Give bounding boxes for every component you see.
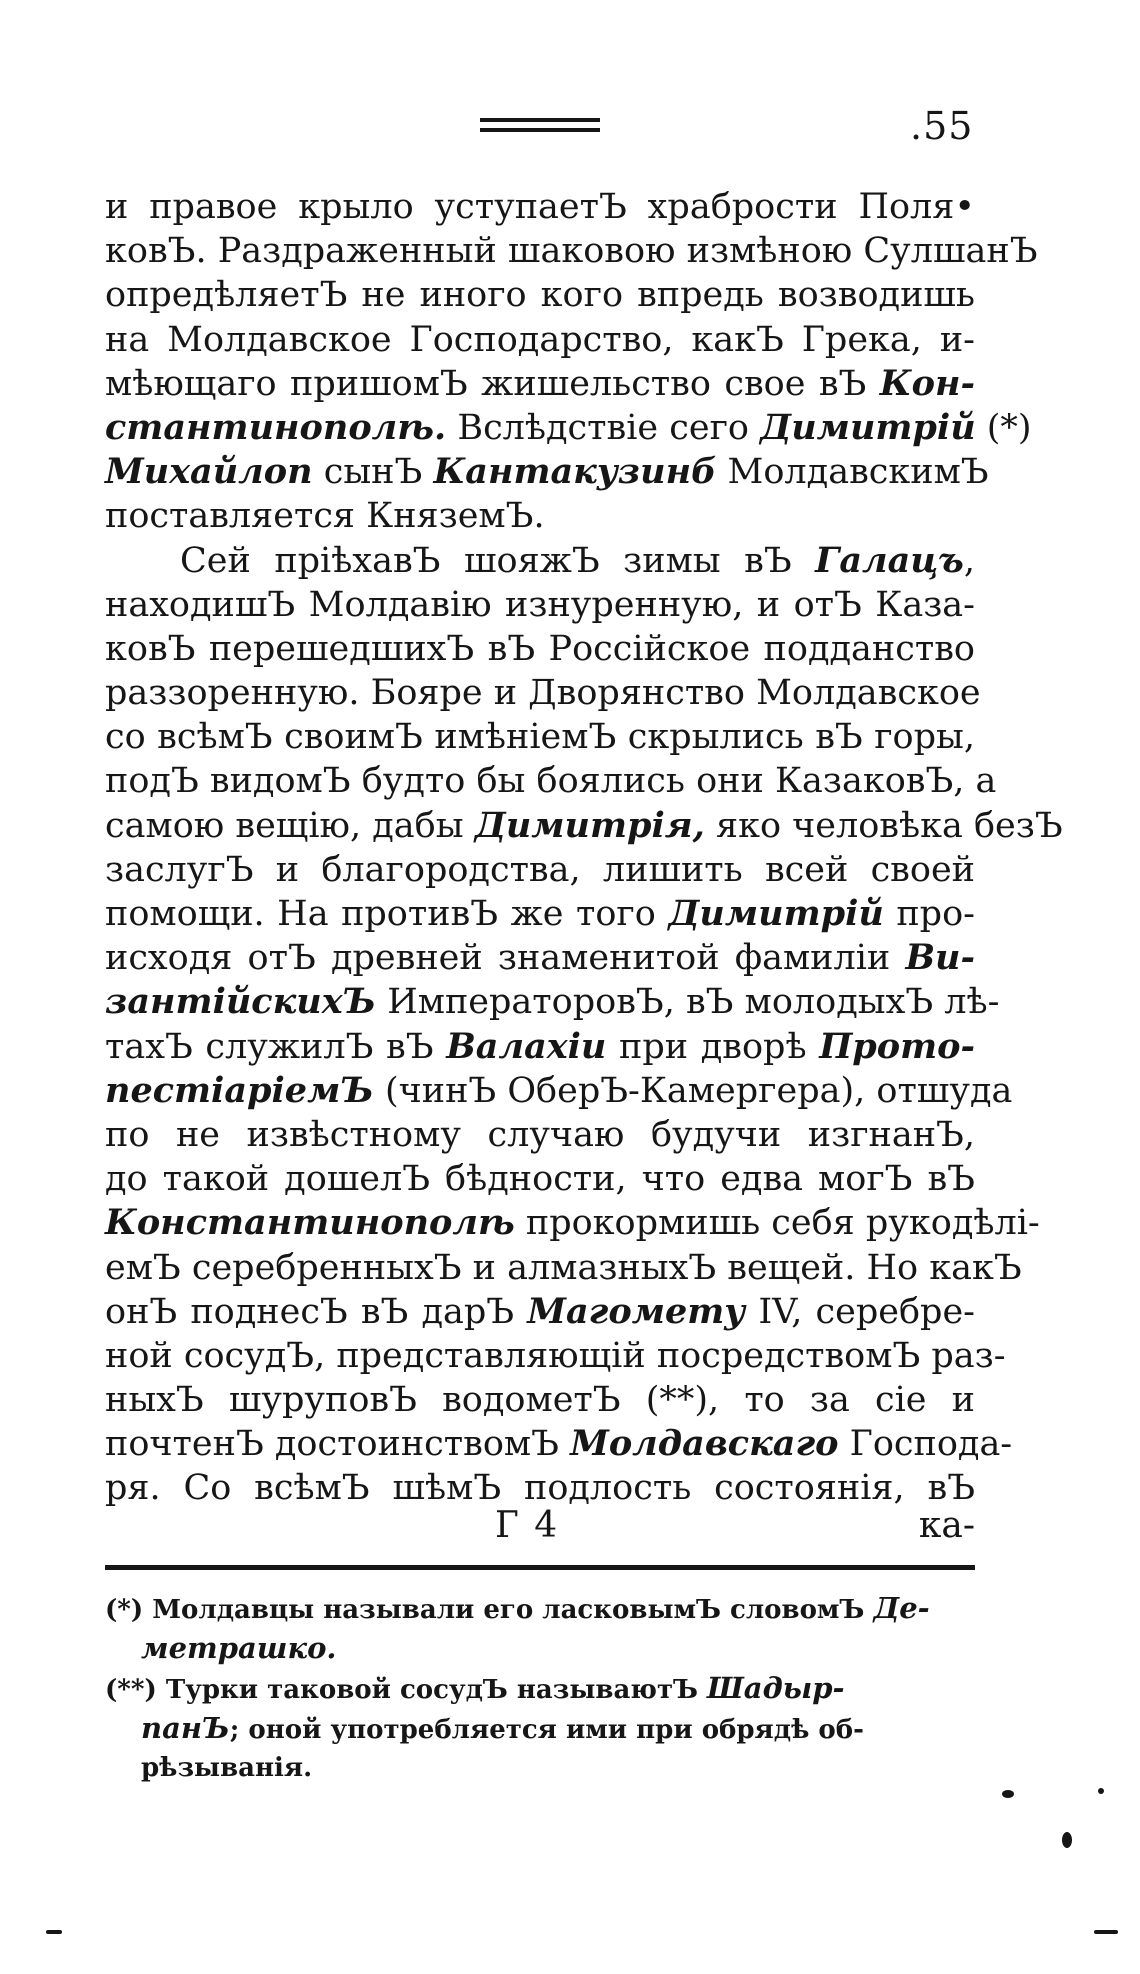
text-run: ковЪ. Раздраженный шаковою измѣною СулшанЪ (105, 231, 1038, 272)
footnote-line (105, 1588, 975, 1628)
text-run: ковЪ перешедшихЪ вЪ Россійское подданство (105, 628, 975, 669)
proper-name: Прото- (819, 1025, 975, 1067)
text-line (105, 1290, 975, 1334)
footnote-text: ; оной употребляется ими при обрядѣ об- (229, 1715, 864, 1745)
text-line (105, 715, 975, 759)
proper-name: стантинополѣ. (105, 406, 447, 448)
proper-name: Димитрій (668, 893, 884, 934)
text-line (105, 1069, 1013, 1113)
footnote-term: панЪ (141, 1711, 230, 1745)
text-run: ныхЪ шуруповЪ водометЪ (**), то за сіе и (105, 1380, 975, 1421)
text-run: ИмператоровЪ, вЪ молодыхЪ лѣ- (376, 982, 1000, 1023)
text-run: прокормишь себя рукодѣлі- (514, 1203, 1040, 1244)
footnote-text: Турки таковой сосудЪ называютЪ (156, 1675, 707, 1705)
proper-name: Валахіи (446, 1025, 607, 1067)
text-line (105, 273, 975, 317)
text-run: помощи. На противЪ же того (105, 894, 669, 934)
footnote-marker: (*) (105, 1595, 144, 1625)
text-run: ря. Со всѣмЪ шѣмЪ подлость состоянія, вЪ (105, 1468, 975, 1509)
proper-name: Молдавскаго (570, 1423, 839, 1465)
footnote-term: Шадыр- (707, 1671, 845, 1705)
catchword: ка- (918, 1505, 975, 1546)
footnote-text: Молдавцы называли его ласковымЪ словомЪ (143, 1595, 874, 1625)
text-run: мѣющаго пришомЪ жишельство свое вЪ (105, 363, 880, 404)
footnotes (105, 1588, 975, 1788)
footnote-line (105, 1708, 975, 1748)
text-run: Господа- (838, 1424, 1013, 1465)
text-run: исходя отЪ древней знаменитой фамиліи (105, 938, 906, 979)
footnote-line (105, 1628, 975, 1668)
footnote-rule (105, 1565, 975, 1570)
text-run: почтенЪ достоинствомЪ (105, 1424, 571, 1465)
text-line (105, 583, 975, 627)
text-run: при дворѣ (606, 1026, 820, 1067)
text-run: емЪ серебренныхЪ и алмазныхЪ вещей. Но какЪ (105, 1247, 1022, 1288)
text-line (105, 1378, 975, 1422)
text-run: яко человѣка безЪ (704, 805, 1063, 846)
footnote-marker: (**) (105, 1675, 157, 1705)
text-run: (чинЪ ОберЪ-Камергера), отшуда (373, 1070, 1013, 1111)
signature-row (105, 1505, 975, 1555)
text-run: по не извѣстному случаю будучи изгнанЪ, (105, 1114, 975, 1155)
scan-speck (1094, 1930, 1118, 1934)
proper-name: Галацъ (815, 539, 964, 581)
proper-name: Димитрій (760, 406, 976, 448)
scan-speck (46, 1930, 62, 1934)
text-run: Вслѣдствіе сего (446, 407, 761, 448)
text-run: про- (883, 894, 975, 934)
text-line (105, 450, 989, 494)
text-line (105, 406, 1032, 450)
scan-speck (1002, 1790, 1014, 1798)
text-line (105, 759, 997, 803)
text-line (105, 362, 975, 406)
footnote-line (105, 1668, 975, 1708)
text-run: онЪ поднесЪ вЪ дарЪ (105, 1291, 528, 1332)
text-line (105, 848, 975, 892)
text-run: сынЪ (312, 452, 434, 493)
text-run: самою вещію, дабы (105, 805, 475, 846)
text-line (105, 318, 975, 362)
text-line (105, 1334, 1006, 1378)
text-line (105, 1113, 975, 1157)
proper-name: пестіаріемЪ (105, 1069, 374, 1111)
footnote-text: рѣзыванія. (141, 1753, 313, 1783)
scan-speck (1062, 1832, 1072, 1848)
text-line (105, 1157, 975, 1201)
footnote-line (105, 1748, 975, 1788)
text-run: Сей пріѣхавЪ шояжЪ зимы вЪ (180, 540, 816, 581)
proper-name: Михайлоп (105, 451, 313, 493)
page-number: .55 (910, 104, 974, 148)
scan-speck (1098, 1788, 1104, 1794)
text-run: находишЪ Молдавію изнуренную, и отЪ Каза- (105, 584, 975, 625)
text-run: со всѣмЪ своимЪ имѣніемЪ скрылись вЪ горы, (105, 717, 975, 758)
header-double-rule (480, 118, 600, 132)
text-line (105, 494, 975, 538)
text-run: на Молдавское Господарство, какЪ Грека, и- (105, 319, 975, 360)
signature-mark: Г 4 (495, 1505, 560, 1546)
proper-name: зантійскихЪ (105, 981, 377, 1023)
proper-name: Кантакузинб (433, 451, 717, 493)
text-line (105, 229, 1038, 273)
text-run: поставляется КняземЪ. (105, 496, 545, 537)
text-line (105, 1466, 975, 1510)
text-run: , (963, 540, 975, 581)
text-run: ной сосудЪ, представляющій посредствомЪ раз- (105, 1335, 1006, 1376)
text-run: до такой дошелЪ бѣдности, что едва могЪ вЪ (105, 1159, 975, 1200)
proper-name: Ви- (905, 937, 975, 979)
footnote-term: метрашко. (141, 1631, 337, 1665)
text-run: и правое крыло уступаетЪ храбрости Поля• (105, 187, 975, 227)
text-line (105, 539, 975, 583)
body-text (105, 185, 1063, 1511)
text-run: МолдавскимЪ (716, 452, 989, 493)
text-line (105, 980, 1000, 1024)
proper-name: Кон- (879, 362, 975, 404)
text-line (105, 1422, 1013, 1466)
text-line (105, 1025, 975, 1069)
text-line (105, 1201, 1040, 1245)
text-run: тахЪ служилЪ вЪ (105, 1026, 447, 1067)
text-line (105, 185, 975, 229)
proper-name: Константинополѣ (105, 1202, 515, 1244)
proper-name: Димитрія, (474, 804, 705, 846)
text-run: (*) (975, 407, 1032, 448)
text-run: заслугЪ и благородства, лишить всей своей (105, 849, 975, 890)
text-line (105, 936, 975, 980)
proper-name: Магомету (527, 1290, 746, 1332)
text-run: раззоренную. Бояре и Дворянство Молдавское (105, 673, 981, 714)
text-line (105, 804, 1063, 848)
text-line (105, 892, 975, 936)
text-line (105, 627, 975, 671)
text-run: подЪ видомЪ будто бы боялись они КазаковЪ, а (105, 761, 997, 802)
text-run: IV, серебре- (745, 1291, 976, 1332)
text-line (105, 1246, 1022, 1290)
text-run: опредѣляетЪ не иного кого впредь возводишь (105, 275, 975, 316)
text-line (105, 671, 981, 715)
footnote-term: Де- (873, 1591, 930, 1625)
